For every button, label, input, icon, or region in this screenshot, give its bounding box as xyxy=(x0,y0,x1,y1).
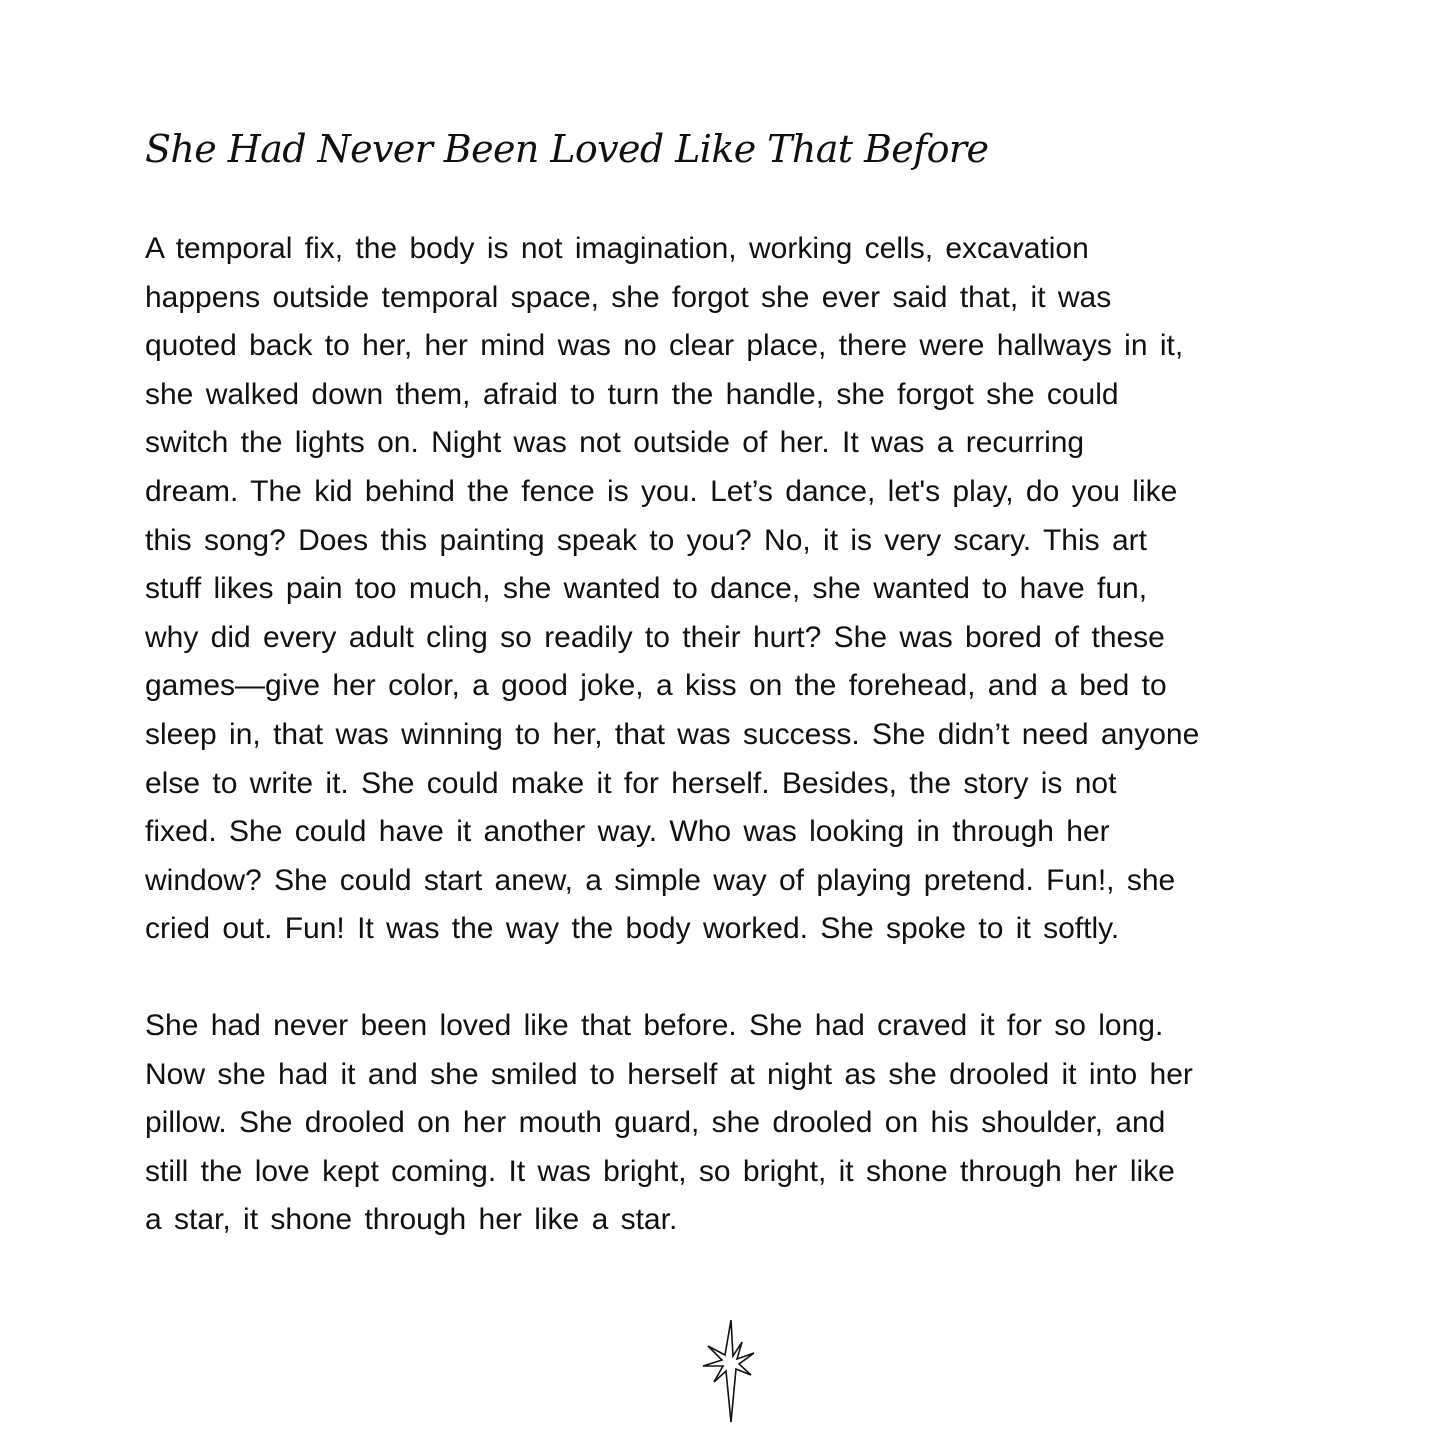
text-line: a star, it shone through her like a star. xyxy=(145,1203,678,1237)
paragraph-2 xyxy=(145,1002,1193,1245)
text-line: stuff likes pain too much, she wanted to dance, she wanted to have fun, xyxy=(145,572,1148,606)
text-line: sleep in, that was winning to her, that was success. She didn’t need anyone xyxy=(145,717,1200,751)
text-line: switch the lights on. Night was not outside of her. It was a recurring xyxy=(145,426,1085,460)
text-line: fixed. She could have it another way. Who was looking in through her xyxy=(145,815,1110,849)
text-line: else to write it. She could make it for herself. Besides, the story is not xyxy=(145,766,1117,800)
text-line: cried out. Fun! It was the way the body worked. She spoke to it softly. xyxy=(145,912,1120,946)
text-line: Now she had it and she smiled to herself at night as she drooled it into her xyxy=(145,1057,1193,1091)
text-line: She had never been loved like that before. She had craved it for so long. xyxy=(145,1009,1164,1042)
text-line: quoted back to her, her mind was no clear place, there were hallways in it, xyxy=(145,329,1184,363)
star-icon xyxy=(698,1318,758,1424)
text-line: dream. The kid behind the fence is you. Let’s dance, let's play, do you like xyxy=(145,474,1178,508)
text-line: still the love kept coming. It was bright, so bright, it shone through her like xyxy=(145,1154,1175,1188)
page-title: She Had Never Been Loved Like That Before xyxy=(145,127,989,171)
text-line: happens outside temporal space, she forgot she ever said that, it was xyxy=(145,280,1112,314)
text-line: why did every adult cling so readily to their hurt? She was bored of these xyxy=(145,620,1165,654)
text-line: games—give her color, a good joke, a kiss on the forehead, and a bed to xyxy=(145,669,1167,703)
text-line: pillow. She drooled on her mouth guard, she drooled on his shoulder, and xyxy=(145,1106,1166,1140)
text-line: A temporal fix, the body is not imagination, working cells, excavation xyxy=(145,232,1089,265)
text-line: this song? Does this painting speak to you? No, it is very scary. This art xyxy=(145,523,1147,557)
text-line: she walked down them, afraid to turn the handle, she forgot she could xyxy=(145,377,1119,411)
text-line: window? She could start anew, a simple way of playing pretend. Fun!, she xyxy=(145,863,1176,897)
paragraph-1 xyxy=(145,225,1199,954)
